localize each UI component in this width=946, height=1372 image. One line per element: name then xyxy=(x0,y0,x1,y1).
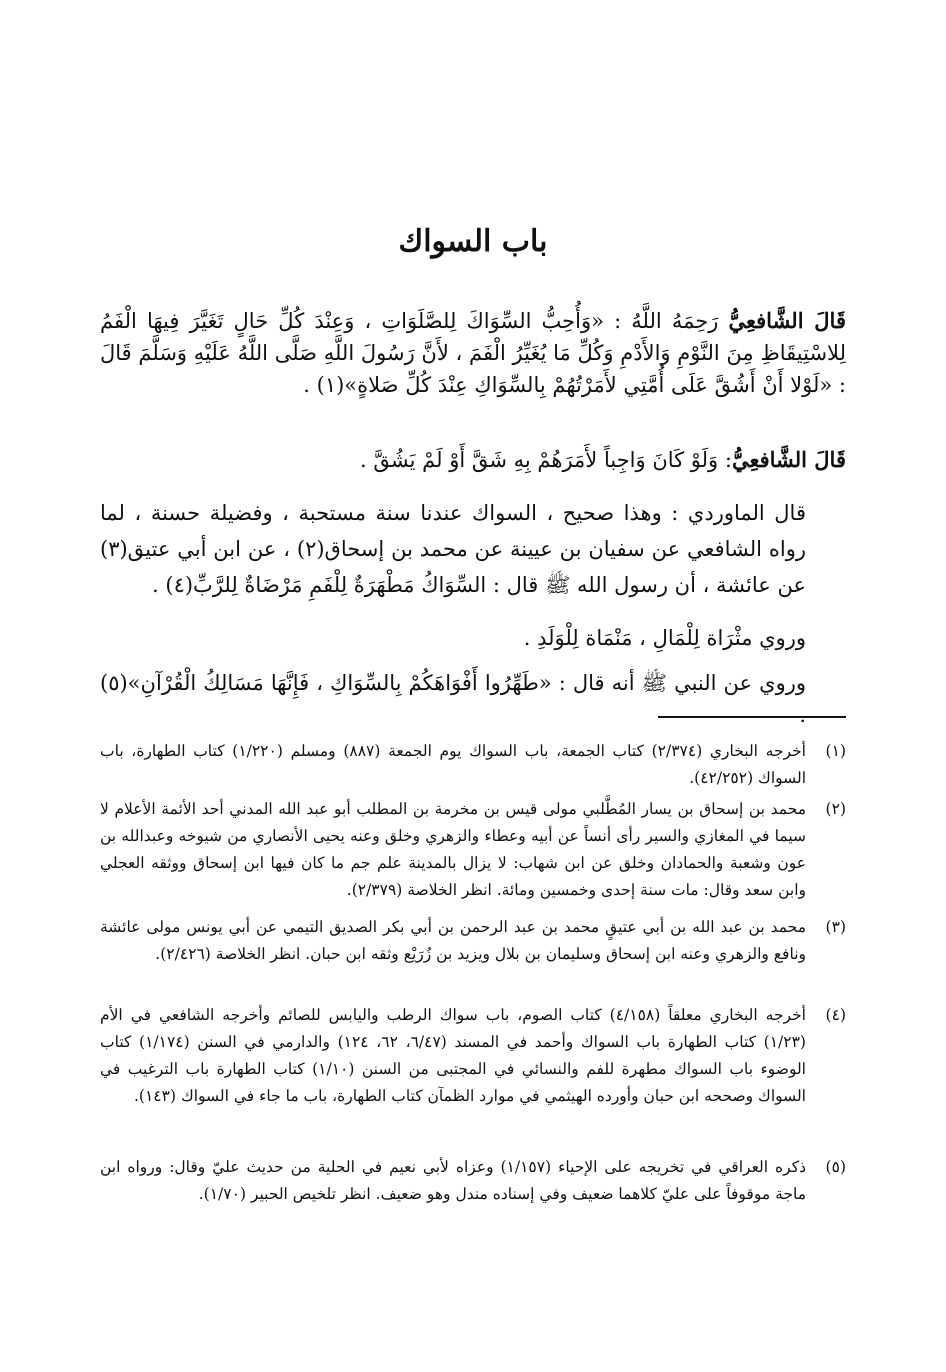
passage-shafii-1 xyxy=(100,305,846,401)
footnote-divider xyxy=(658,716,846,718)
speaker-label: قَالَ الشَّافعِيُّ xyxy=(731,447,846,472)
passage-text: وروي مثْرَاة لِلْمَالِ ، مَنْمَاة لِلْوَلَدِ . xyxy=(523,626,806,650)
footnote-number: (٤) xyxy=(825,1006,846,1024)
footnote-item xyxy=(100,914,846,968)
footnote-number: (٥) xyxy=(825,1158,846,1176)
speaker-label: قَالَ الشَّافعِيُّ xyxy=(728,308,846,333)
footnote-item xyxy=(100,1002,846,1110)
passage-text: وروي عن النبي ﷺ أنه قال : «طَهِّرُوا أَفْوَاهَكُمْ بِالسِّوَاكِ ، فَإِنَّهَا مَسَالِكُ الْقُرْآنِ»(٥) . xyxy=(100,671,806,727)
chapter-title: باب السواك xyxy=(398,224,548,259)
footnote-number: (٢) xyxy=(825,800,846,818)
footnote-text: محمد بن عبد الله بن أبي عتيقٍ محمد بن عبد الرحمن بن أبي بكر الصديق التيمي عن أبي يونس مولى عائشة ونافع والزهري وعنه ابن إسحاق وسليمان بن بلال ويزيد بن زُرَيْع وثقه ابن حبان. انظر الخلاصة (٢/٤٢٦). xyxy=(100,918,806,963)
passage-text: : وَلَوْ كَانَ وَاجِباً لأَمَرَهُمْ بِهِ شَقَّ أَوْ لَمْ يَشُقَّ . xyxy=(360,448,732,472)
footnote-text: أخرجه البخاري معلقاً (٤/١٥٨) كتاب الصوم، باب سواك الرطب واليابس للصائم وأخرجه الشافعي في الأم (١/٢٣) كتاب الطهارة باب السواك وأحمد في المسند (٦/٤٧، ٦٢، ١٢٤) والدارمي في السنن (١/١٧٤) كتاب الوضوء باب السواك مطهرة للفم والنسائي في المجتبى من السنن (١/١٠) كتاب الطهارة باب الترغيب في السواك وصححه ابن حبان وأورده الهيثمي في موارد الظمآن كتاب الطهارة، باب ما جاء في السواك (١٤٣). xyxy=(100,1006,806,1105)
footnote-item xyxy=(100,796,846,904)
footnote-number: (٣) xyxy=(825,918,846,936)
passage-narration-2 xyxy=(100,667,846,731)
footnote-item xyxy=(100,738,846,792)
passage-text: قال الماوردي : وهذا صحيح ، السواك عندنا سنة مستحبة ، وفضيلة حسنة ، لما رواه الشافعي عن سفيان بن عيينة عن محمد بن إسحاق(٢) ، عن ابن أبي عتيق(٣) عن عائشة ، أن رسول الله ﷺ قال : السِّوَاكُ مَطْهَرَةٌ لِلْفَمِ مَرْضَاةٌ لِلرَّبِّ(٤) . xyxy=(100,501,806,597)
footnote-text: أخرجه البخاري (٢/٣٧٤) كتاب الجمعة، باب السواك يوم الجمعة (٨٨٧) ومسلم (١/٢٢٠) كتاب الطهارة، باب السواك (٤٢/٢٥٢). xyxy=(100,742,806,787)
footnote-text: محمد بن إسحاق بن يسار المُطَّلبي مولى قيس بن مخرمة بن المطلب أبو عبد الله المدني أحد الأئمة الأعلام لا سيما في المغازي والسير رأى أنساً عن أبيه وعطاء والزهري وخلق وعنه يحيى الأنصاري من شيوخه وعبدالله بن عون وشعبة والحمادان وخلق عن ابن شهاب: لا يزال بالمدينة علم جم ما كان فيها ابن إسحاق ووثقه العجلي وابن سعد وقال: مات سنة إحدى وخمسين ومائة. انظر الخلاصة (٢/٣٧٩). xyxy=(100,800,806,899)
passage-narration-1 xyxy=(100,622,846,654)
passage-mawardi xyxy=(100,495,846,603)
footnote-number: (١) xyxy=(825,742,846,760)
footnote-item xyxy=(100,1154,846,1208)
passage-shafii-2 xyxy=(100,444,846,476)
passage-text: رَحِمَهُ اللَّهُ : «وَأُحِبُّ السِّوَاكَ لِلصَّلَوَاتِ ، وَعِنْدَ كُلِّ حَالٍ تَغَيَّرَ فِيهَا الْفَمُ لِلاسْتِيقَاظِ مِنَ النَّوْمِ وَالأَدْمِ وَكُلِّ مَا يُغَيِّرُ الْفَمَ ، لأَنَّ رَسُولَ اللَّهِ صَلَّى اللَّهُ عَلَيْهِ وَسَلَّمَ قَالَ : «لَوْلا أَنْ أَشُقَّ عَلَى أُمَّتِي لأَمَرْتُهُمْ بِالسِّوَاكِ عِنْدَ كُلِّ صَلاةٍ»(١) . xyxy=(100,309,846,397)
footnote-text: ذكره العراقي في تخريجه على الإحياء (١/١٥٧) وعزاه لأبي نعيم في الحلية من حديث عليّ وقال: ورواه ابن ماجة موقوفاً على عليّ كلاهما ضعيف وفي إسناده مندل وهو ضعيف. انظر تلخيص الحبير (١/٧٠). xyxy=(100,1158,806,1203)
